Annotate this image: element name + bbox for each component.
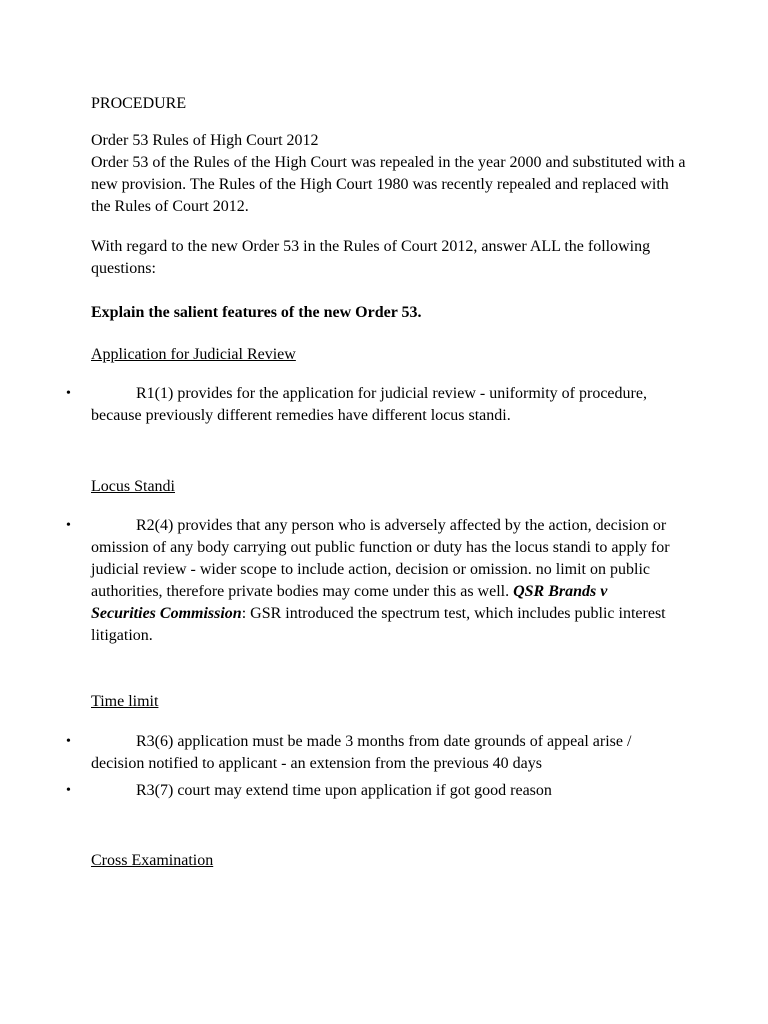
section-heading-cross-examination: Cross Examination: [91, 852, 214, 869]
document-title: PROCEDURE: [91, 95, 187, 112]
section-heading-judicial-review: Application for Judicial Review: [91, 346, 296, 363]
bullet-text: R1(1) provides for the application for judicial review - uniformity of procedure, because previously different remedies have different locus standi.: [91, 385, 647, 424]
bullet-icon: •: [66, 734, 71, 749]
bullet-text: R2(4) provides that any person who is adversely affected by the action, decision or omission of any body carrying out public function or duty has the locus standi to apply for judicial review - wider scope to include action, decision or omission. no limit on public authorities, therefore private bodies may come under this as well. QSR Brands v Securities Commission: GSR introduced the spectrum test, which includes public interest litigation.: [91, 517, 670, 644]
bullet-icon: •: [66, 783, 71, 798]
bullet-icon: •: [66, 518, 71, 533]
bullet-icon: •: [66, 386, 71, 401]
section-heading-time-limit: Time limit: [91, 693, 159, 710]
section-heading-locus-standi: Locus Standi: [91, 478, 175, 495]
intro-subtitle: Order 53 Rules of High Court 2012: [91, 132, 319, 149]
case-citation: QSR Brands v Securities Commission: [91, 583, 608, 622]
question-intro: With regard to the new Order 53 in the Rules of Court 2012, answer ALL the following questions:: [91, 238, 651, 277]
intro-paragraph: Order 53 of the Rules of the High Court was repealed in the year 2000 and substituted with a new provision. The Rules of the High Court 1980 was recently repealed and replaced with the Rules of Court 2012.: [91, 154, 686, 215]
bullet-text: R3(6) application must be made 3 months from date grounds of appeal arise / decision notified to applicant - an extension from the previous 40 days: [91, 733, 632, 772]
question-text: Explain the salient features of the new Order 53.: [91, 304, 422, 321]
bullet-text: R3(7) court may extend time upon application if got good reason: [136, 782, 552, 799]
